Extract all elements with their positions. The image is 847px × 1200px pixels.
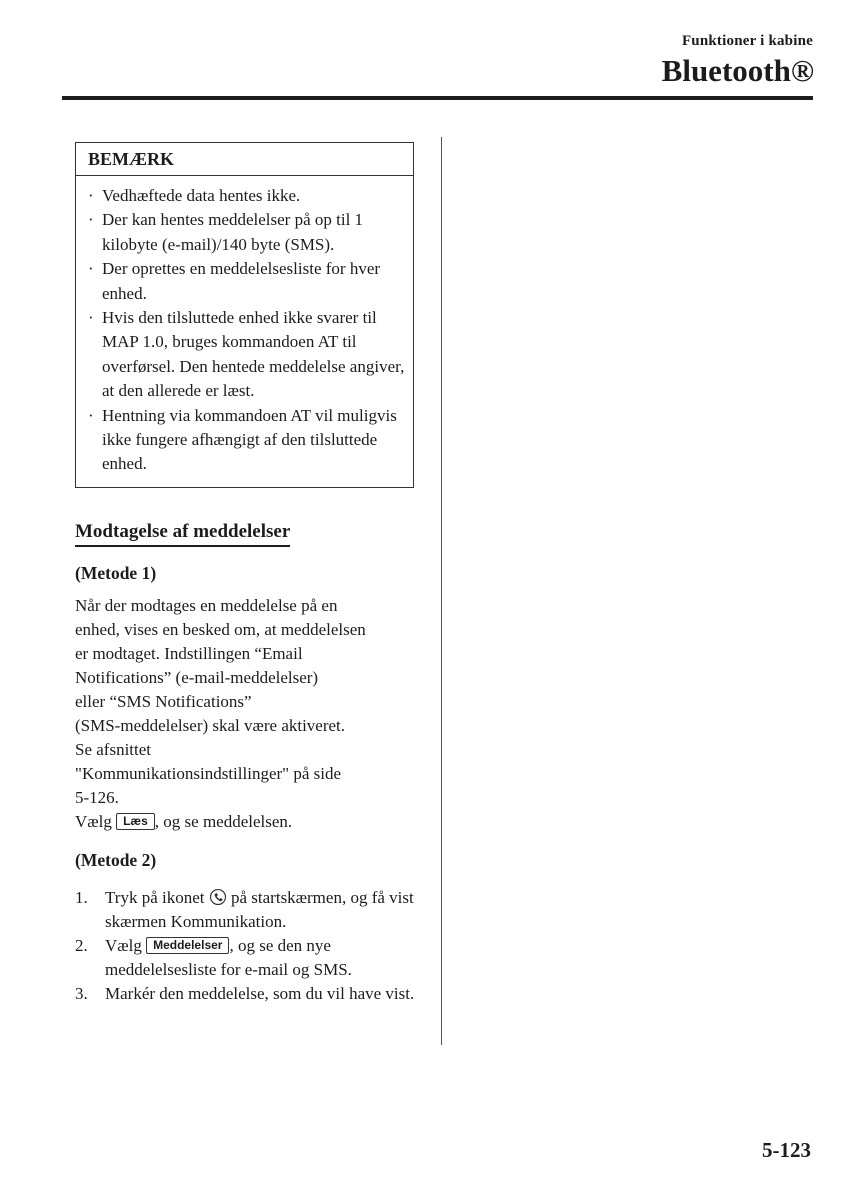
section-heading: Modtagelse af meddelelser — [75, 521, 422, 547]
laes-button-label: Læs — [116, 813, 155, 830]
paragraph-line: "Kommunikationsindstillinger" på side — [75, 763, 342, 783]
column-divider — [441, 137, 442, 1045]
note-item-text: Vedhæftede data hentes ikke. — [102, 186, 301, 205]
method1-paragraph — [75, 594, 422, 834]
meddelelser-button-label: Meddelelser — [146, 937, 229, 954]
note-list — [76, 176, 413, 487]
note-item — [88, 208, 405, 257]
page-number: 5-123 — [762, 1138, 811, 1162]
step-text: Markér den meddelelse, som du vil have vist. — [105, 983, 415, 1003]
note-item-text: Der oprettes en meddelelsesliste for hver enhed. — [102, 259, 381, 303]
paragraph-line: (SMS-meddelelser) skal være aktiveret. — [75, 715, 346, 735]
step-number: 1. — [75, 887, 88, 907]
header-rule — [62, 96, 813, 100]
paragraph-line: enhed, vises en besked om, at meddelelsen — [75, 619, 366, 639]
paragraph-line: Når der modtages en meddelelse på en — [75, 595, 338, 615]
bullet-icon: · — [88, 210, 94, 230]
method2-steps — [75, 886, 422, 1006]
note-item — [88, 306, 405, 404]
page-title: Bluetooth® — [661, 53, 814, 88]
communication-phone-icon — [209, 888, 227, 906]
paragraph-line: 5-126. — [75, 787, 119, 807]
method2-heading: (Metode 2) — [75, 849, 157, 870]
paragraph-line: er modtaget. Indstillingen “Email — [75, 643, 303, 663]
note-item-text: Hentning via kommandoen AT vil muligvis ikke fungere afhængigt af den tilsluttede enhed. — [102, 405, 397, 474]
step-text: Vælg Meddelelser , og se den nye meddelelsesliste for e-mail og SMS. — [105, 935, 352, 979]
step-text: Tryk på ikonet på startskærmen, og få vist skærmen Kommunikation. — [105, 887, 414, 931]
bullet-icon: · — [88, 308, 94, 328]
step-item — [75, 934, 422, 982]
step-number: 2. — [75, 935, 88, 955]
step-number: 3. — [75, 983, 88, 1003]
note-item-text: Der kan hentes meddelelser på op til 1 kilobyte (e-mail)/140 byte (SMS). — [102, 210, 364, 254]
note-item — [88, 184, 405, 208]
paragraph-line: Notifications” (e-mail-meddelelser) — [75, 667, 319, 687]
step-item — [75, 982, 422, 1006]
header-chapter-label: Funktioner i kabine — [681, 33, 813, 49]
note-item — [88, 257, 405, 306]
left-column — [75, 142, 422, 1006]
method1-action-line: Vælg Læs , og se meddelelsen. — [75, 811, 293, 831]
paragraph-line: eller “SMS Notifications” — [75, 691, 252, 711]
bullet-icon: · — [88, 259, 94, 279]
note-box — [75, 142, 414, 488]
note-item — [88, 404, 405, 477]
method1-heading: (Metode 1) — [75, 562, 157, 583]
bullet-icon: · — [88, 186, 94, 205]
step-item — [75, 886, 422, 934]
note-item-text: Hvis den tilsluttede enhed ikke svarer til MAP 1.0, bruges kommandoen AT til overførsel. Den hentede meddelelse angiver, at den allerede er læst. — [102, 308, 405, 401]
paragraph-line: Se afsnittet — [75, 739, 152, 759]
bullet-icon: · — [88, 405, 94, 425]
note-title: BEMÆRK — [76, 143, 413, 176]
